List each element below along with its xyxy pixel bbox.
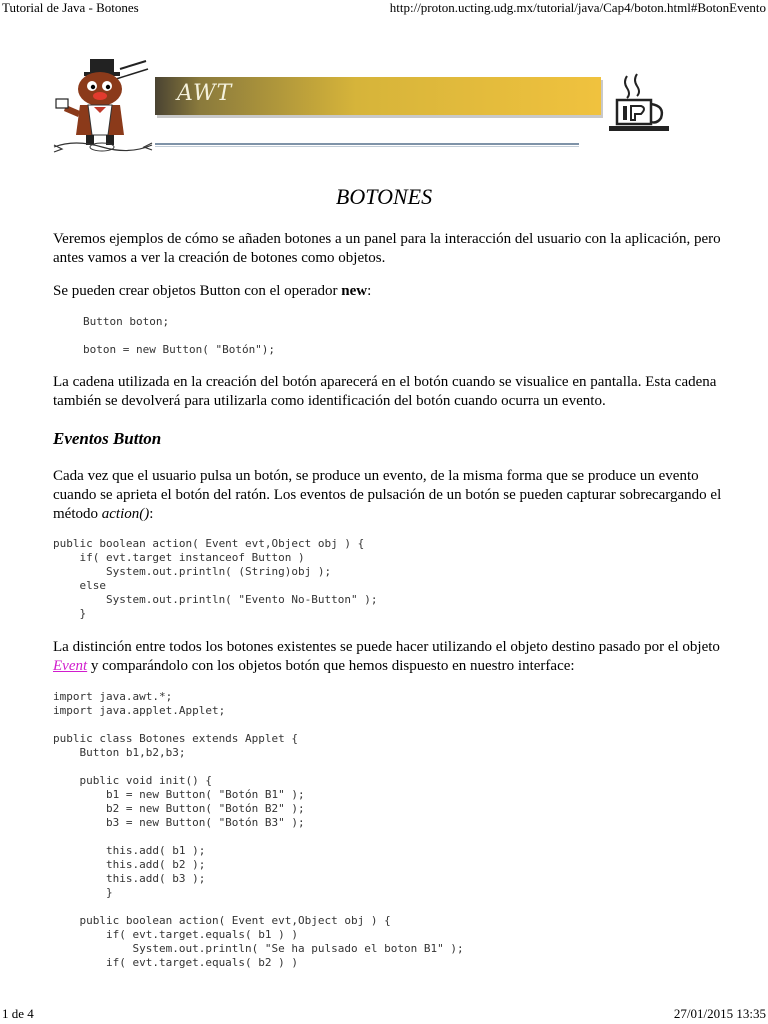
event-link[interactable]: Event <box>53 658 88 674</box>
section-banner <box>50 55 675 155</box>
crear-paragraph <box>53 282 723 301</box>
cada-vez-text: Cada vez que el usuario pulsa un botón, se produce un evento, de la misma forma que se produce un evento cuando se aprieta el botón del ratón. Los eventos de pulsación de un botón se pueden capturar sobrecargando el método <box>53 468 722 522</box>
cada-vez-paragraph <box>53 467 723 524</box>
code-action-method: public boolean action( Event evt,Object obj ) { if( evt.target instanceof Button ) System.out.println( (String)obj ); else System.out.println( "Evento No-Button" ); } <box>53 537 378 620</box>
print-header <box>0 0 768 18</box>
coffee-cup-icon <box>607 72 673 136</box>
page-title: BOTONES <box>335 184 433 209</box>
print-url: http://proton.ucting.udg.mx/tutorial/java/Cap4/boton.html#BotonEvento <box>389 0 766 15</box>
print-title: Tutorial de Java - Botones <box>2 0 139 15</box>
print-footer <box>0 1006 768 1024</box>
cada-vez-colon: : <box>149 506 154 522</box>
page-number: 1 de 4 <box>2 1006 34 1021</box>
new-keyword: new <box>341 283 368 299</box>
crear-colon: : <box>367 283 372 299</box>
code-applet-example: import java.awt.*; import java.applet.Applet; public class Botones extends Applet { Button b1,b2,b3; public void init() { b1 = new Button( "Botón B1" ); b2 = new Button( "Botón B2" ); b3 = new Button( "Botón B3" ); this.add( b1 ); this.add( b2 ); this.add( b3 ); } public boolean action( Event evt,Object obj ) { if( evt.target.equals( b1 ) ) System.out.println( "Se ha pulsado el boton B1" ); if( evt.target.equals( b2 ) ) <box>53 690 464 969</box>
distincion-paragraph <box>53 638 723 676</box>
code-declaration: Button boton; <box>83 315 170 328</box>
distincion-tail: y comparándolo con los objetos botón que hemos dispuesto en nuestro interface: <box>87 658 575 674</box>
crear-text: Se pueden crear objetos Button con el operador <box>53 283 342 299</box>
action-method: action() <box>101 506 150 522</box>
section-bar <box>155 77 601 115</box>
divider <box>155 143 579 145</box>
print-datetime: 27/01/2015 13:35 <box>673 1006 766 1021</box>
duke-waiter-icon <box>50 55 155 153</box>
distincion-text: La distinción entre todos los botones existentes se puede hacer utilizando el objeto destino pasado por el objeto <box>53 639 720 655</box>
section-heading: Eventos Button <box>53 429 162 448</box>
cadena-paragraph: La cadena utilizada en la creación del botón aparecerá en el botón cuando se visualice en pantalla. Esta cadena también se devolverá para utilizarla como identificación del botón cuando ocurra un evento. <box>53 374 717 409</box>
section-label: AWT <box>177 81 233 106</box>
intro-paragraph: Veremos ejemplos de cómo se añaden botones a un panel para la interacción del usuario con la aplicación, pero antes vamos a ver la creación de botones como objetos. <box>53 231 721 266</box>
divider <box>155 146 579 147</box>
code-assignment: boton = new Button( "Botón"); <box>83 343 276 356</box>
